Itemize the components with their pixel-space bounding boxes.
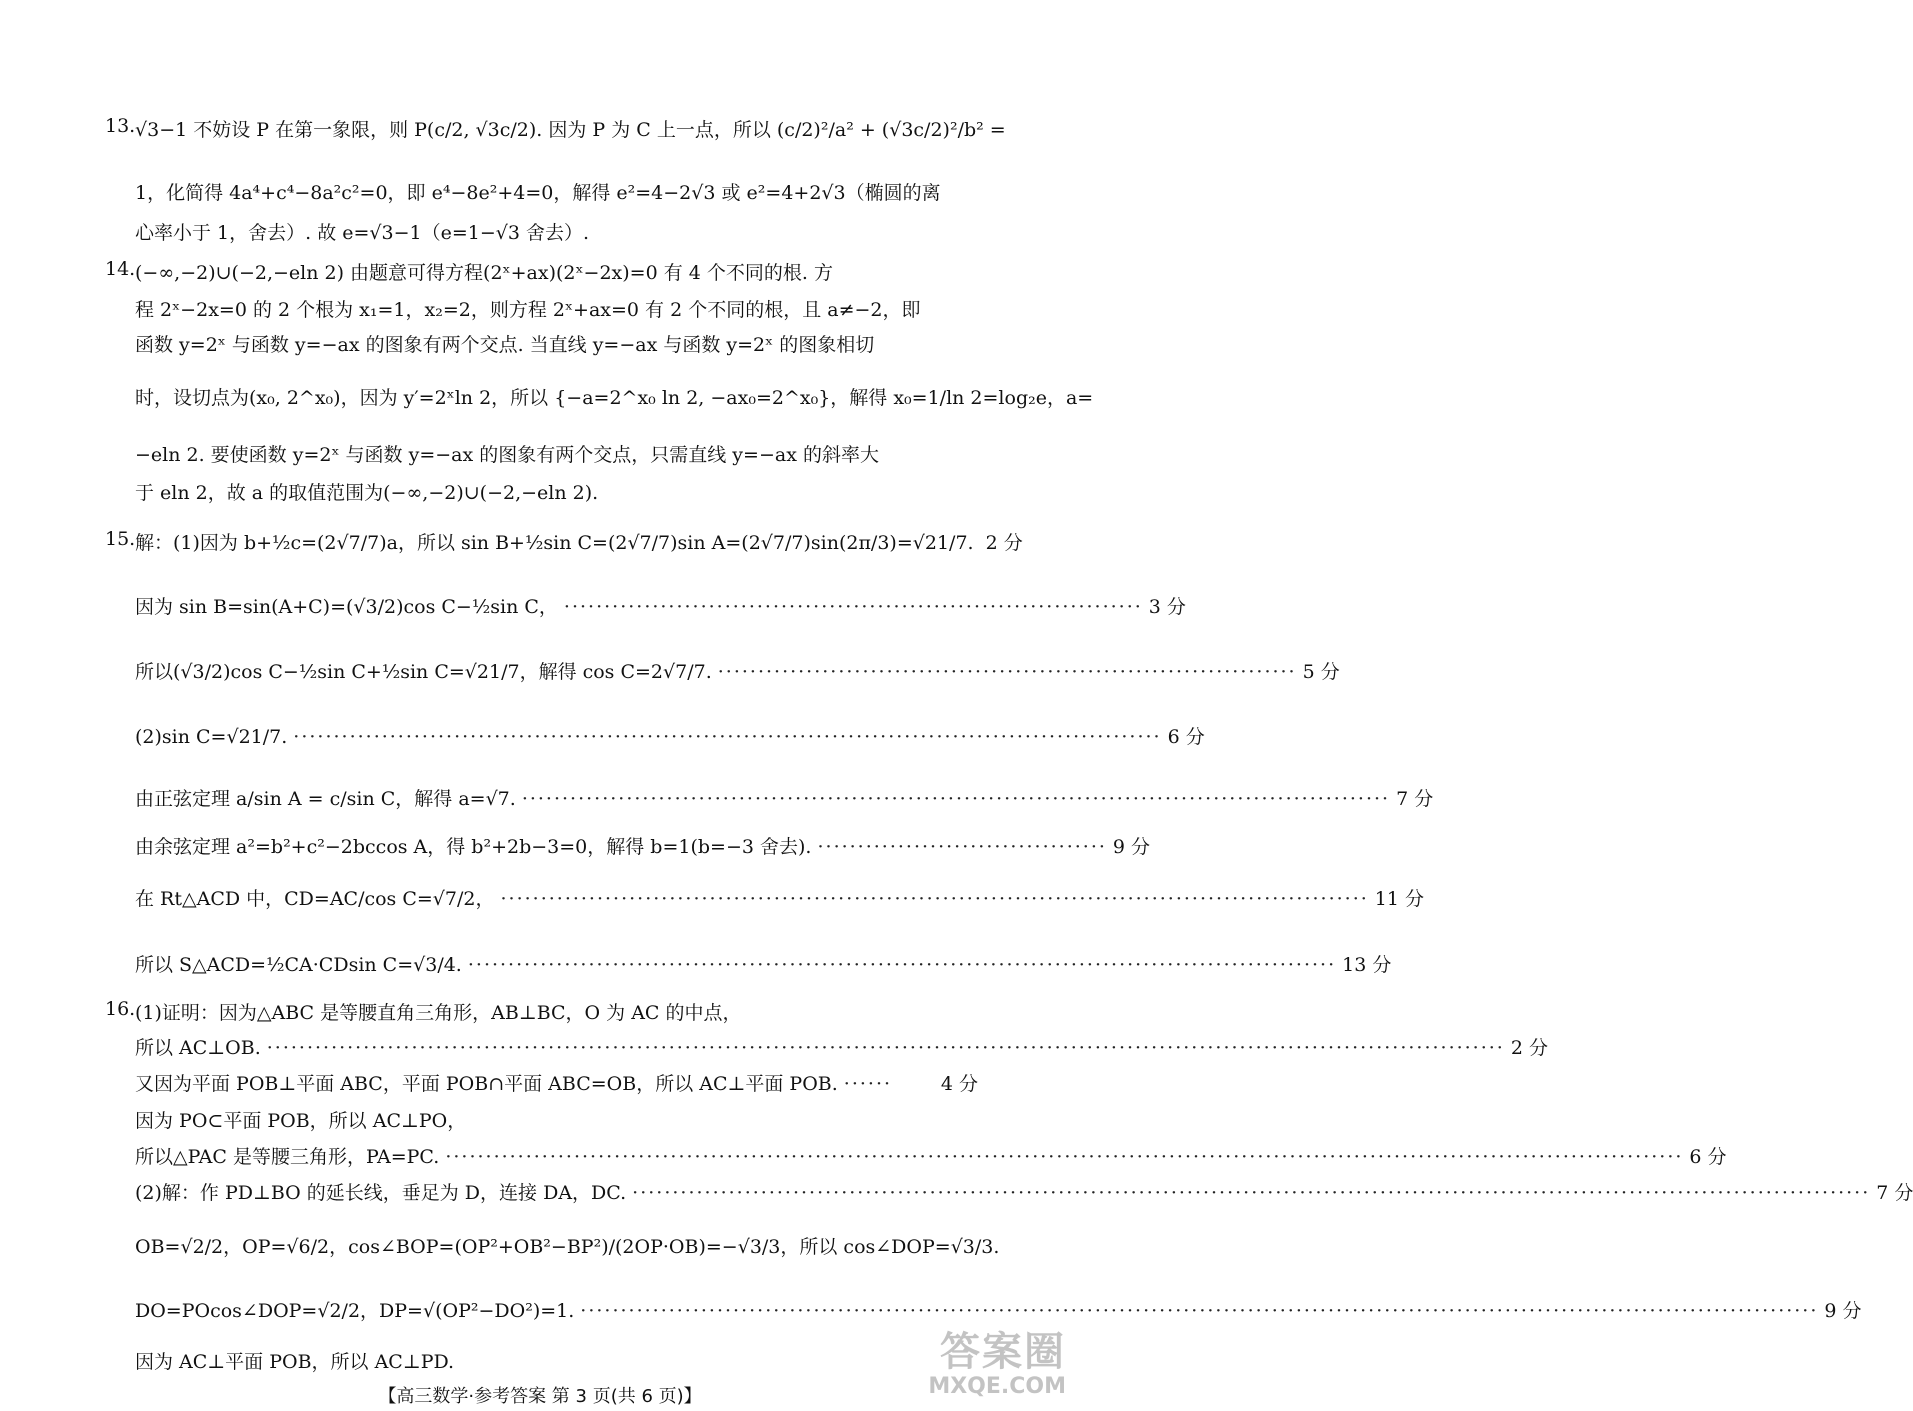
leader-dots: ········································································ bbox=[717, 661, 1297, 683]
problem-14-line-3: 函数 y=2ˣ 与函数 y=−ax 的图象有两个交点. 当直线 y=−ax 与函数 y=2ˣ 的图象相切 bbox=[135, 334, 875, 356]
step-score: 5 分 bbox=[1302, 661, 1340, 683]
step-text: 所以 AC⊥OB. bbox=[135, 1037, 261, 1059]
page-footer: 【高三数学·参考答案 第 3 页(共 6 页)】 bbox=[378, 1386, 702, 1407]
problem-15-number: 15. bbox=[105, 528, 136, 550]
problem-13-line-1: √3−1 不妨设 P 在第一象限，则 P(c/2, √3c/2). 因为 P 为 C 上一点，所以 (c/2)²/a² + (√3c/2)²/b² = bbox=[135, 119, 1006, 141]
leader-dots: ············································································································ bbox=[293, 726, 1162, 748]
leader-dots: ······ bbox=[843, 1073, 893, 1095]
step-score: 9 分 bbox=[1112, 836, 1151, 858]
step-score: 9 分 bbox=[1824, 1300, 1862, 1322]
leader-dots: ·························································································································································· bbox=[632, 1182, 1871, 1204]
step-text: DO=POcos∠DOP=√2/2，DP=√(OP²−DO²)=1. bbox=[135, 1300, 575, 1322]
step-text: 在 Rt△ACD 中，CD=AC/cos C=√7/2， bbox=[135, 888, 495, 910]
problem-15-step bbox=[135, 784, 1434, 811]
step-score: 7 分 bbox=[1876, 1182, 1913, 1204]
problem-15-step bbox=[135, 592, 1186, 619]
problem-14-line-4: 时，设切点为(x₀, 2^x₀)，因为 y′=2ˣln 2，所以 {−a=2^x₀ ln 2, −ax₀=2^x₀}，解得 x₀=1/ln 2=log₂e，a= bbox=[135, 387, 1094, 409]
problem-13-line-3: 心率小于 1，舍去）. 故 e=√3−1（e=1−√3 舍去）. bbox=[135, 222, 590, 244]
step-text: OB=√2/2，OP=√6/2，cos∠BOP=(OP²+OB²−BP²)/(2OP·OB)=−√3/3，所以 cos∠DOP=√3/3. bbox=[135, 1236, 1000, 1258]
problem-16-step bbox=[135, 1106, 978, 1133]
problem-16-step bbox=[135, 1069, 978, 1096]
problem-14-number: 14. bbox=[105, 258, 136, 280]
step-score: 11 分 bbox=[1374, 888, 1424, 910]
step-score: 3 分 bbox=[1148, 596, 1186, 618]
problem-15-step bbox=[135, 884, 1424, 911]
problem-16-step bbox=[135, 1178, 1913, 1205]
problem-16-step bbox=[135, 1142, 1727, 1169]
step-text: 解：(1)因为 b+½c=(2√7/7)a，所以 sin B+½sin C=(2√7/7)sin A=(2√7/7)sin(2π/3)=√21/7. bbox=[135, 532, 974, 554]
step-score: 4 分 bbox=[940, 1073, 978, 1095]
problem-15-step bbox=[135, 832, 1151, 859]
problem-15-step bbox=[135, 528, 1023, 555]
problem-16-step bbox=[135, 1232, 1000, 1259]
watermark-logo-text: 答案圈 bbox=[940, 1329, 1066, 1375]
step-score: 13 分 bbox=[1342, 954, 1392, 976]
step-score: 6 分 bbox=[1167, 726, 1205, 748]
leader-dots: ·························································································································································· bbox=[266, 1037, 1505, 1059]
leader-dots: ············································································································ bbox=[500, 888, 1369, 910]
problem-13-number: 13. bbox=[105, 115, 136, 137]
problem-16-number: 16. bbox=[105, 998, 136, 1020]
problem-14-line-1: (−∞,−2)∪(−2,−eln 2) 由题意可得方程(2ˣ+ax)(2ˣ−2x)=0 有 4 个不同的根. 方 bbox=[135, 262, 833, 284]
problem-14-line-6: 于 eln 2，故 a 的取值范围为(−∞,−2)∪(−2,−eln 2). bbox=[135, 482, 599, 504]
step-score: 6 分 bbox=[1689, 1146, 1727, 1168]
leader-dots: ············································································································ bbox=[467, 954, 1337, 976]
leader-dots: ············································································································ bbox=[521, 788, 1391, 810]
step-score: 2 分 bbox=[1510, 1037, 1548, 1059]
leader-dots: ········································································ bbox=[563, 596, 1143, 618]
step-text: 所以(√3/2)cos C−½sin C+½sin C=√21/7，解得 cos C=2√7/7. bbox=[135, 661, 712, 683]
watermark-url-text: MXQE.COM bbox=[928, 1374, 1066, 1399]
problem-15-step bbox=[135, 950, 1392, 977]
problem-14-line-5: −eln 2. 要使函数 y=2ˣ 与函数 y=−ax 的图象有两个交点，只需直线 y=−ax 的斜率大 bbox=[135, 444, 879, 466]
step-text: 因为 PO⊂平面 POB，所以 AC⊥PO， bbox=[135, 1110, 467, 1132]
site-watermark-logo bbox=[886, 1330, 1066, 1406]
problem-16-step bbox=[135, 1296, 1862, 1323]
step-text: (2)sin C=√21/7. bbox=[135, 726, 288, 748]
step-text: 因为 sin B=sin(A+C)=(√3/2)cos C−½sin C， bbox=[135, 596, 558, 618]
step-text: 又因为平面 POB⊥平面 ABC，平面 POB∩平面 ABC=OB，所以 AC⊥平面 POB. bbox=[135, 1073, 838, 1095]
leader-dots: ·························································································································································· bbox=[580, 1300, 1819, 1322]
problem-15-step bbox=[135, 722, 1205, 749]
problem-13-line-2: 1，化简得 4a⁴+c⁴−8a²c²=0，即 e⁴−8e²+4=0，解得 e²=4−2√3 或 e²=4+2√3（椭圆的离 bbox=[135, 182, 941, 204]
step-score: 7 分 bbox=[1396, 788, 1434, 810]
problem-15-step bbox=[135, 657, 1340, 684]
step-score: 2 分 bbox=[985, 532, 1023, 554]
step-text: 所以△PAC 是等腰三角形，PA=PC. bbox=[135, 1146, 440, 1168]
problem-16-step bbox=[135, 1033, 1548, 1060]
problem-14-line-2: 程 2ˣ−2x=0 的 2 个根为 x₁=1，x₂=2，则方程 2ˣ+ax=0 有 2 个不同的根，且 a≠−2，即 bbox=[135, 299, 921, 321]
problem-16-step bbox=[135, 998, 978, 1025]
step-text: 因为 AC⊥平面 POB，所以 AC⊥PD. bbox=[135, 1351, 455, 1373]
step-text: 所以 S△ACD=½CA·CDsin C=√3/4. bbox=[135, 954, 462, 976]
step-text: (2)解：作 PD⊥BO 的延长线，垂足为 D，连接 DA，DC. bbox=[135, 1182, 627, 1204]
problem-16-step bbox=[135, 1347, 735, 1374]
step-text: (1)证明：因为△ABC 是等腰直角三角形，AB⊥BC，O 为 AC 的中点， bbox=[135, 1002, 742, 1024]
step-text: 由正弦定理 a/sin A = c/sin C，解得 a=√7. bbox=[135, 788, 516, 810]
step-text: 由余弦定理 a²=b²+c²−2bccos A，得 b²+2b−3=0，解得 b=1(b=−3 舍去). bbox=[135, 836, 812, 858]
leader-dots: ·························································································································································· bbox=[445, 1146, 1684, 1168]
leader-dots: ···································· bbox=[817, 836, 1107, 858]
